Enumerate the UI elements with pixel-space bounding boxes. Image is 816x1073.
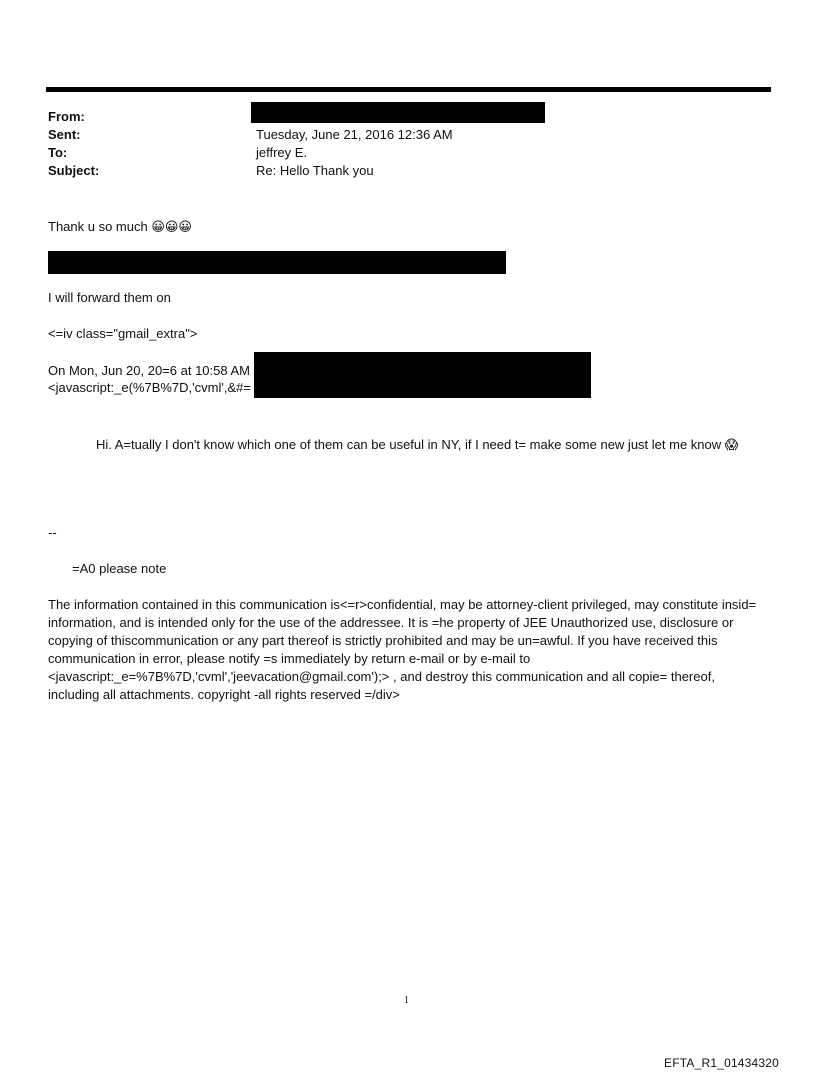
from-label: From: bbox=[48, 109, 85, 124]
note-line: =A0 please note bbox=[72, 561, 167, 576]
quoted-message: Hi. A=tually I don't know which one of them can be useful in NY, if I need t= make some new just let me know 😱 bbox=[96, 437, 739, 452]
subject-label: Subject: bbox=[48, 163, 100, 178]
gmail-extra-line: <=iv class="gmail_extra"> bbox=[48, 326, 198, 341]
thanks-line: Thank u so much 😀😀😀 bbox=[48, 219, 192, 234]
bates-number: EFTA_R1_01434320 bbox=[664, 1056, 780, 1070]
signature-separator: -- bbox=[48, 525, 57, 540]
to-label: To: bbox=[48, 145, 68, 160]
subject-value: Re: Hello Thank you bbox=[256, 163, 374, 178]
quote-header-line1: On Mon, Jun 20, 20=6 at 10:58 AM bbox=[48, 363, 250, 378]
page-number: 1 bbox=[404, 995, 409, 1006]
redacted-sender bbox=[254, 352, 591, 398]
sent-value: Tuesday, June 21, 2016 12:36 AM bbox=[256, 127, 453, 142]
redacted-from bbox=[251, 102, 545, 123]
sent-label: Sent: bbox=[48, 127, 81, 142]
forward-line: I will forward them on bbox=[48, 290, 171, 305]
disclaimer-paragraph: The information contained in this communication is<=r>confidential, may be attorney-client privileged, may constitute insid= information, and is intended only for the use of the addressee. It is =he property of JEE Unauthorized use, disclosure or copying of thiscommunication or any part thereof is strictly prohibited and may be un=awful. If you have received this communication in error, please notify =s immediately by return e-mail or by e-mail to <javascript:_e=%7B%7D,'cvml','jeevacation@gmail.com');> , and destroy this communication and all copie= thereof, including all attachments. copyright -all rights reserved =/div> bbox=[48, 597, 757, 702]
header-rule bbox=[46, 87, 771, 92]
quote-header-line2: <javascript:_e(%7B%7D,'cvml',&#= bbox=[48, 380, 251, 395]
to-value: jeffrey E. bbox=[256, 145, 308, 160]
redacted-line bbox=[48, 251, 506, 274]
